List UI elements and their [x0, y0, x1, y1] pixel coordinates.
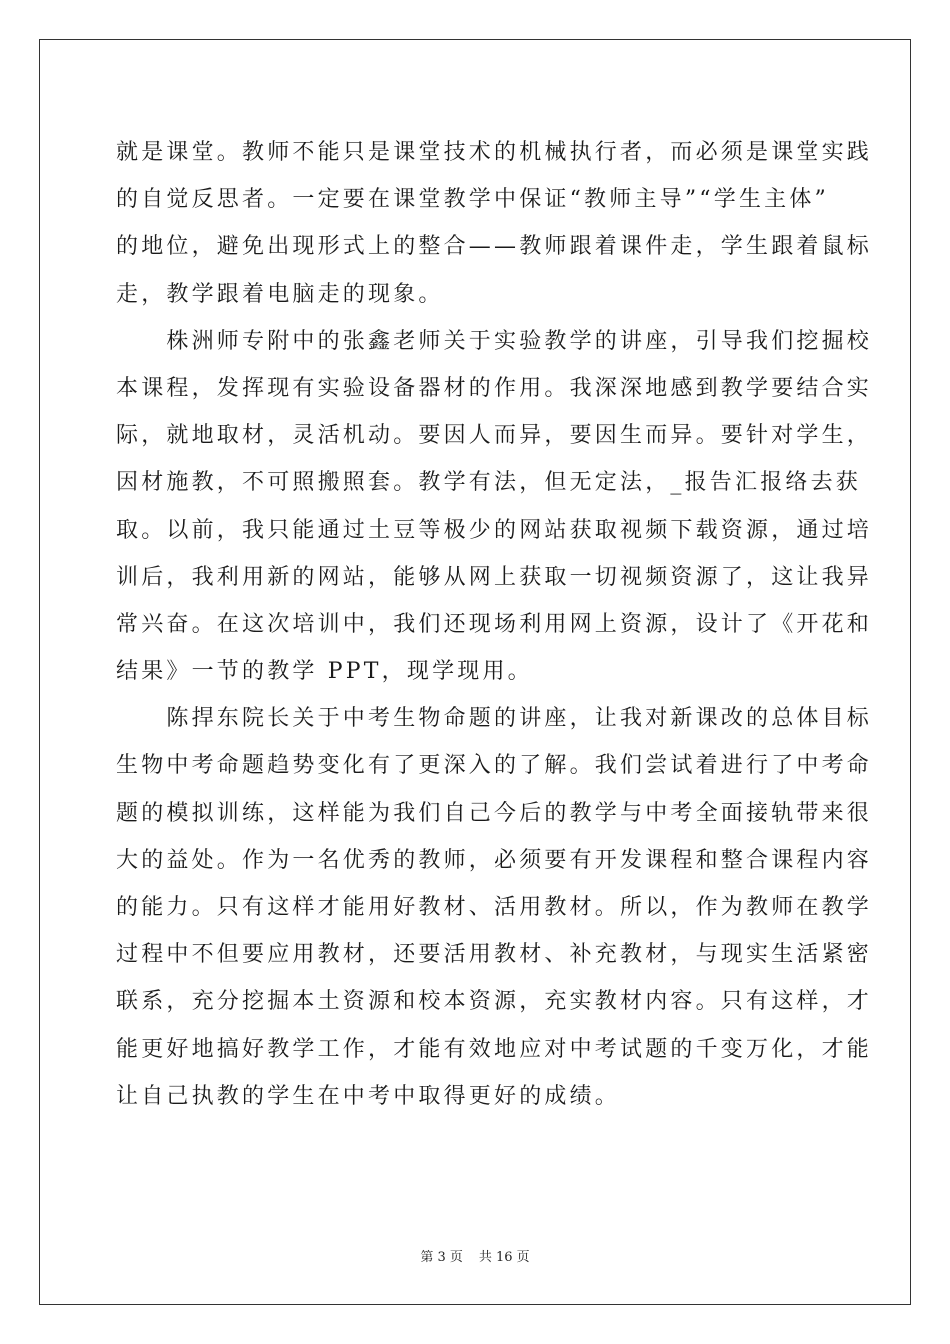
text-line: 因材施教，不可照搬照套。教学有法，但无定法，_报告汇报络去获 — [116, 470, 862, 496]
text-line: 的自觉反思者。一定要在课堂教学中保证“教师主导”“学生主体” — [116, 187, 829, 213]
total-pages: 共 16 页 — [478, 1250, 530, 1265]
text-line: 联系，充分挖掘本土资源和校本资源，充实教材内容。只有这样，才 — [116, 989, 873, 1015]
text-line: 际，就地取材，灵活机动。要因人而异，要因生而异。要针对学生， — [116, 423, 873, 449]
text-line: 题的模拟训练，这样能为我们自己今后的教学与中考全面接轨带来很 — [116, 800, 873, 826]
text-line: 走，教学跟着电脑走的现象。 — [116, 281, 444, 307]
text-line: 的地位，避免出现形式上的整合——教师跟着课件走，学生跟着鼠标 — [116, 234, 873, 260]
document-body — [116, 129, 873, 1120]
text-line: 常兴奋。在这次培训中，我们还现场利用网上资源，设计了《开花和 — [116, 611, 873, 637]
text-line: 让自己执教的学生在中考中取得更好的成绩。 — [116, 1083, 621, 1109]
text-line: 过程中不但要应用教材，还要活用教材、补充教材，与现实生活紧密 — [116, 942, 873, 968]
page-number: 第 3 页 — [420, 1250, 463, 1265]
text-line: 陈捍东院长关于中考生物命题的讲座，让我对新课改的总体目标 — [116, 706, 873, 732]
text-line: 取。以前，我只能通过土豆等极少的网站获取视频下载资源，通过培 — [116, 517, 873, 543]
text-line: 训后，我利用新的网站，能够从网上获取一切视频资源了，这让我异 — [116, 564, 873, 590]
page-footer — [0, 1246, 950, 1265]
text-line: 的能力。只有这样才能用好教材、活用教材。所以，作为教师在教学 — [116, 895, 873, 920]
text-line: 生物中考命题趋势变化有了更深入的了解。我们尝试着进行了中考命 — [116, 753, 873, 779]
text-line: 能更好地搞好教学工作，才能有效地应对中考试题的千变万化，才能 — [116, 1036, 873, 1062]
text-line: 大的益处。作为一名优秀的教师，必须要有开发课程和整合课程内容 — [116, 847, 873, 873]
text-line: 就是课堂。教师不能只是课堂技术的机械执行者，而必须是课堂实践 — [116, 140, 873, 165]
text-line: 本课程，发挥现有实验设备器材的作用。我深深地感到教学要结合实 — [116, 375, 873, 401]
text-line: 株洲师专附中的张鑫老师关于实验教学的讲座，引导我们挖掘校 — [116, 328, 873, 354]
text-line: 结果》一节的教学 PPT，现学现用。 — [116, 659, 533, 685]
